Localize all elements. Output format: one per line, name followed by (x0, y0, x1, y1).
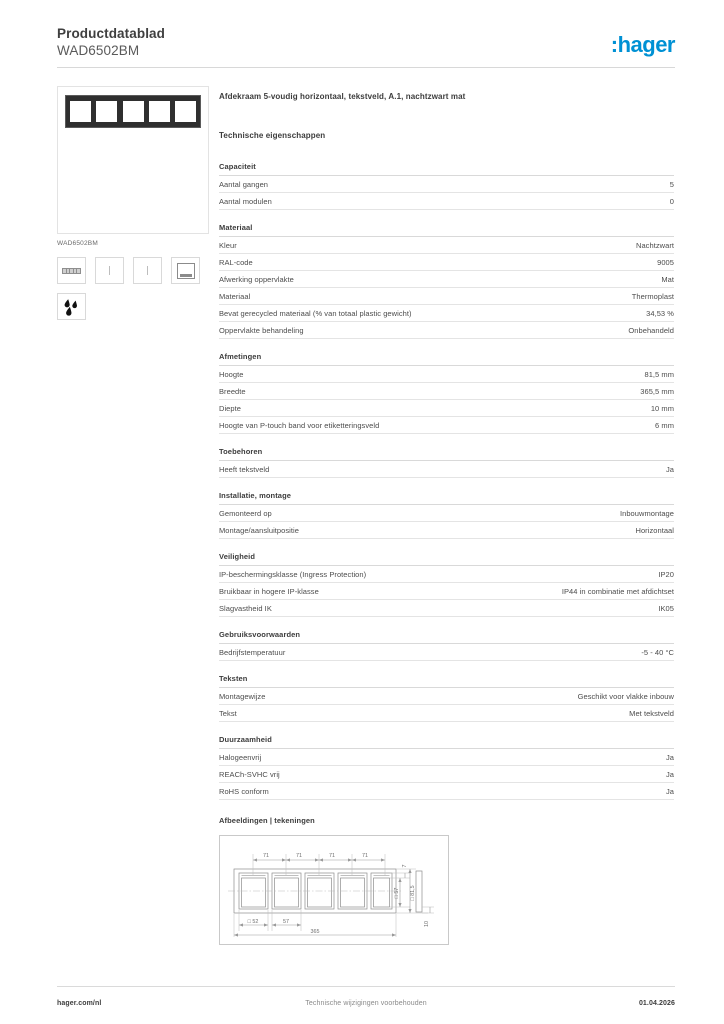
divider-icon (95, 257, 124, 284)
spec-group-title: Installatie, montage (219, 491, 674, 505)
spec-label: Bevat gerecycled materiaal (% van totaal plastic gewicht) (219, 308, 412, 318)
spec-value: Ja (665, 786, 674, 796)
spec-row (219, 766, 674, 783)
spec-label: Aantal gangen (219, 179, 269, 189)
gangs-icon-glyph (62, 268, 81, 274)
spec-label: Aantal modulen (219, 196, 272, 206)
spec-label: RoHS conform (219, 786, 269, 796)
spec-value: Ja (665, 464, 674, 474)
spec-label: Materiaal (219, 291, 251, 301)
spec-row (219, 417, 674, 434)
dim-pitch-2: 71 (296, 853, 302, 859)
spec-row (219, 322, 674, 339)
spec-value: Inbouwmontage (619, 508, 674, 518)
spec-value: 0 (669, 196, 674, 206)
dim-pitch-1: 71 (263, 853, 269, 859)
spec-value: Geschikt voor vlakke inbouw (577, 691, 674, 701)
spec-label: Oppervlakte behandeling (219, 325, 304, 335)
dim-depth: 10 (424, 921, 430, 927)
spec-label: Afwerking oppervlakte (219, 274, 294, 284)
spec-value: -5 - 40 °C (641, 647, 674, 657)
spec-row (219, 366, 674, 383)
spec-value: Met tekstveld (629, 708, 674, 718)
spec-row (219, 688, 674, 705)
hager-logo: :hager (610, 32, 675, 57)
drawings-section (219, 816, 674, 945)
footer-website[interactable]: hager.com/nl (57, 999, 102, 1007)
technical-drawing (219, 835, 449, 945)
spec-row (219, 271, 674, 288)
spec-value: 34,53 % (646, 308, 674, 318)
spec-row (219, 522, 674, 539)
spec-label: Montagewijze (219, 691, 266, 701)
frame-gang (149, 101, 170, 122)
spec-group (219, 630, 674, 661)
spec-row (219, 461, 674, 478)
spec-group-title: Veiligheid (219, 552, 674, 566)
text-field-icon (171, 257, 200, 284)
spec-row (219, 400, 674, 417)
spec-value: Ja (665, 769, 674, 779)
page-title: Productdatablad (57, 26, 166, 41)
frame-gang (70, 101, 91, 122)
spec-group-title: Toebehoren (219, 447, 674, 461)
product-media-column (57, 86, 209, 320)
spec-row (219, 237, 674, 254)
product-reference: WAD6502BM (57, 43, 140, 58)
spec-value: Ja (665, 752, 674, 762)
spec-label: Heeft tekstveld (219, 464, 270, 474)
drawings-title: Afbeeldingen | tekeningen (219, 816, 315, 825)
spec-group (219, 552, 674, 617)
spec-group (219, 447, 674, 478)
spec-label: REACh-SVHC vrij (219, 769, 280, 779)
frame-gang (123, 101, 144, 122)
technical-drawing-svg (220, 836, 448, 944)
spec-group (219, 491, 674, 539)
spec-value: 6 mm (655, 420, 674, 430)
spec-value: IP20 (658, 569, 674, 579)
dim-pitch-3: 71 (329, 853, 335, 859)
footer-date: 01.04.2026 (638, 999, 675, 1007)
spec-value: 9005 (657, 257, 674, 267)
spec-row (219, 505, 674, 522)
spec-value: 365,5 mm (640, 386, 674, 396)
page-header (57, 26, 675, 78)
frame-gang (175, 101, 196, 122)
spec-row (219, 749, 674, 766)
spec-value: 5 (669, 179, 674, 189)
spec-value: IK05 (658, 603, 674, 613)
spec-value: Horizontaal (635, 525, 674, 535)
spec-row (219, 383, 674, 400)
spec-group-title: Duurzaamheid (219, 735, 674, 749)
spec-row (219, 583, 674, 600)
dim-total-height: □ 81,5 (410, 885, 416, 901)
dim-opening-width: 57 (283, 919, 289, 925)
footer-disclaimer: Technische wijzigingen voorbehouden (305, 999, 427, 1007)
spec-value: IP44 in combinatie met afdichtset (561, 586, 674, 596)
spec-row (219, 193, 674, 210)
spec-group-title: Materiaal (219, 223, 674, 237)
spec-label: Diepte (219, 403, 241, 413)
spec-row (219, 305, 674, 322)
water-drops-icon-glyph (62, 298, 82, 316)
spec-value: Nachtzwart (635, 240, 674, 250)
water-drops-icon (57, 293, 86, 320)
spec-group (219, 162, 674, 210)
spec-label: Breedte (219, 386, 246, 396)
spec-group-title: Afmetingen (219, 352, 674, 366)
frame-gang (96, 101, 117, 122)
spec-label: Tekst (219, 708, 237, 718)
spec-group-title: Capaciteit (219, 162, 674, 176)
product-attribute-icons (57, 257, 217, 320)
spec-label: Hoogte van P-touch band voor etiketteringsveld (219, 420, 380, 430)
spec-label: IP-beschermingsklasse (Ingress Protection) (219, 569, 367, 579)
spec-label: Kleur (219, 240, 237, 250)
spec-value: Thermoplast (631, 291, 674, 301)
spec-label: Gemonteerd op (219, 508, 272, 518)
spec-label: Bedrijfstemperatuur (219, 647, 286, 657)
spec-row (219, 566, 674, 583)
dim-total-width: 365 (310, 929, 320, 935)
specifications-column (219, 92, 674, 945)
product-image (57, 86, 209, 234)
divider-icon-glyph (109, 266, 110, 275)
spec-group (219, 352, 674, 434)
spec-row (219, 783, 674, 800)
spec-group (219, 735, 674, 800)
spec-label: Bruikbaar in hogere IP-klasse (219, 586, 319, 596)
text-field-icon-glyph (177, 263, 195, 279)
divider-icon-2-glyph (147, 266, 148, 275)
spec-group (219, 223, 674, 339)
spec-group (219, 674, 674, 722)
spec-label: Hoogte (219, 369, 244, 379)
technical-properties-title: Technische eigenschappen (219, 131, 326, 140)
product-description: Afdekraam 5-voudig horizontaal, tekstveld, A.1, nachtzwart mat (219, 92, 466, 101)
spec-row (219, 705, 674, 722)
divider-icon-2 (133, 257, 162, 284)
dim-top-gap: 7 (402, 864, 408, 868)
gangs-icon (57, 257, 86, 284)
spec-label: Montage/aansluitpositie (219, 525, 299, 535)
dim-pitch-4: 71 (362, 853, 368, 859)
header-divider (57, 67, 675, 68)
spec-value: 10 mm (650, 403, 674, 413)
footer-divider (57, 986, 675, 987)
spec-groups (219, 162, 674, 800)
spec-group-title: Teksten (219, 674, 674, 688)
spec-row (219, 600, 674, 617)
spec-row (219, 644, 674, 661)
spec-label: RAL-code (219, 257, 253, 267)
spec-value: Mat (661, 274, 674, 284)
spec-value: 81,5 mm (644, 369, 674, 379)
dim-opening-square: □ 52 (247, 919, 259, 925)
cover-frame-visual (65, 95, 201, 128)
spec-row (219, 254, 674, 271)
page-footer (57, 996, 675, 1010)
dim-inner-height: □ 57 (394, 887, 400, 899)
spec-row (219, 288, 674, 305)
spec-group-title: Gebruiksvoorwaarden (219, 630, 674, 644)
spec-label: Slagvastheid IK (219, 603, 272, 613)
spec-value: Onbehandeld (628, 325, 674, 335)
product-image-caption: WAD6502BM (57, 240, 98, 247)
spec-label: Halogeenvrij (219, 752, 262, 762)
spec-row (219, 176, 674, 193)
